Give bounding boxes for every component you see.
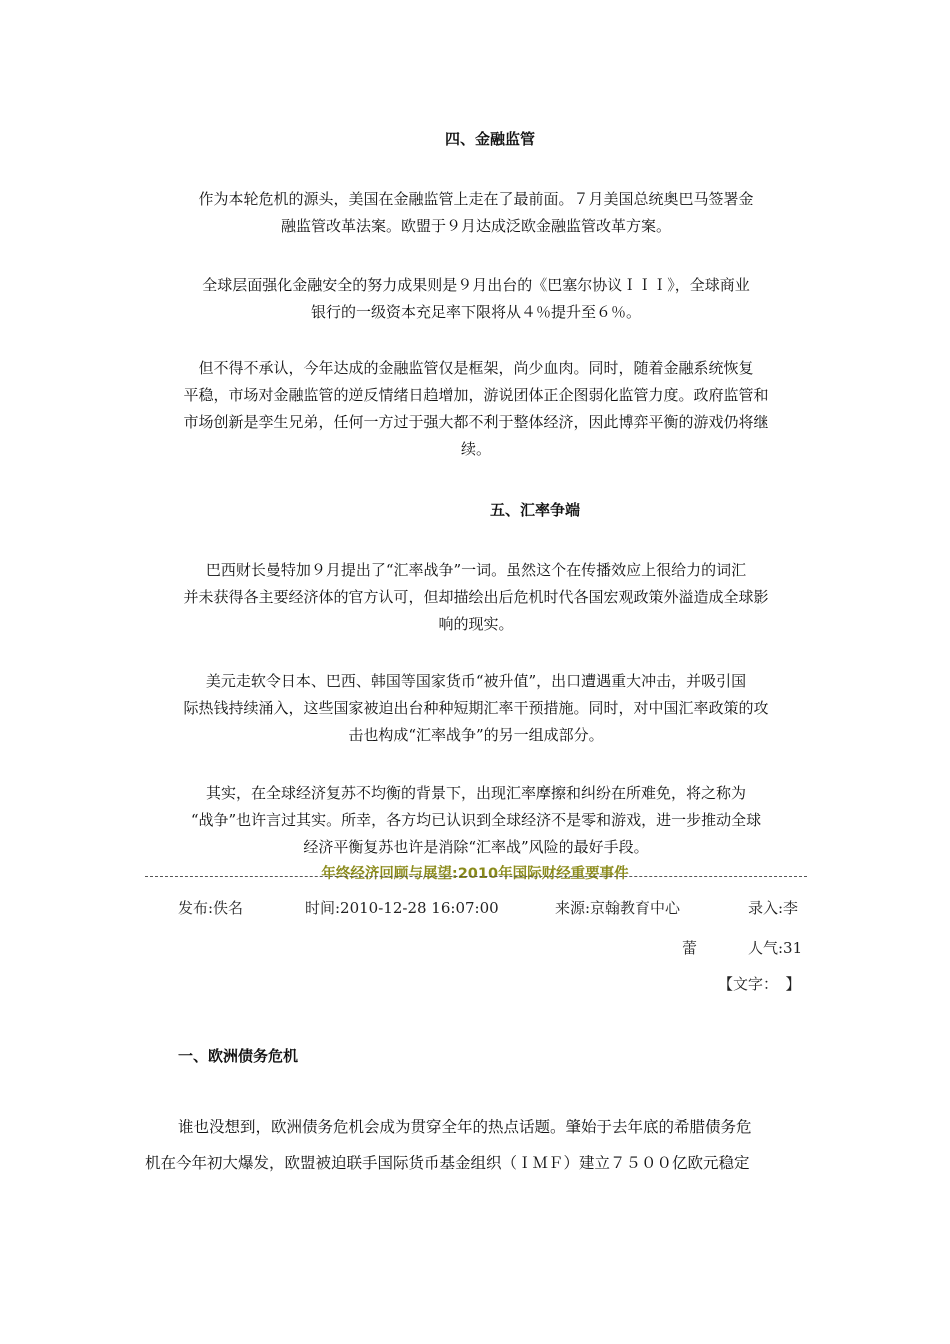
text-line: 击也构成“汇率战争”的另一组成部分。 (348, 726, 604, 744)
text-line: 经济平衡复苏也许是消除“汇率战”风险的最好手段。 (303, 838, 649, 856)
section-heading-financial-regulation: 四、金融监管 (445, 130, 536, 148)
paragraph (145, 1109, 807, 1181)
paragraph (145, 557, 807, 638)
meta-entry: 录入:李 (748, 899, 799, 917)
text-line: 市场创新是孪生兄弟，任何一方过于强大都不利于整体经济，因此博弈平衡的游戏仍将继 (183, 413, 769, 431)
paragraph (145, 355, 807, 463)
text-line: 其实，在全球经济复苏不均衡的背景下，出现汇率摩擦和纠纷在所难免，将之称为 (205, 784, 746, 802)
text-line: 际热钱持续涌入，这些国家被迫出台种种短期汇率干预措施。同时，对中国汇率政策的攻 (183, 699, 769, 717)
text-line: 机在今年初大爆发，欧盟被迫联手国际货币基金组织（ＩＭＦ）建立７５００亿欧元稳定 (145, 1154, 750, 1172)
text-line: “战争”也许言过其实。所幸，各方均已认识到全球经济不是零和游戏，进一步推动全球 (190, 811, 762, 829)
section-heading-euro-debt-crisis: 一、欧洲债务危机 (178, 1047, 299, 1065)
text-line: 平稳，市场对金融监管的逆反情绪日趋增加，游说团体正企图弱化监管力度。政府监管和 (183, 386, 769, 404)
meta-source: 来源:京翰教育中心 (555, 899, 681, 917)
dashed-divider (145, 876, 807, 877)
paragraph (145, 186, 807, 240)
text-line: 谁也没想到，欧洲债务危机会成为贯穿全年的热点话题。肇始于去年底的希腊债务危 (178, 1118, 752, 1136)
text-line: 续。 (460, 440, 491, 458)
paragraph (145, 780, 807, 861)
meta-views: 人气:31 (748, 939, 803, 957)
text-line: 全球层面强化金融安全的努力成果则是９月出台的《巴塞尔协议ＩＩＩ》，全球商业 (202, 276, 750, 294)
font-size-label[interactable]: 【文字： 】 (718, 975, 801, 993)
text-line: 响的现实。 (438, 615, 514, 633)
text-line: 美元走软令日本、巴西、韩国等国家货币“被升值”，出口遭遇重大冲击，并吸引国 (205, 672, 747, 690)
text-line: 银行的一级资本充足率下限将从４％提升至６％。 (310, 303, 641, 321)
text-line: 作为本轮危机的源头，美国在金融监管上走在了最前面。７月美国总统奥巴马签署金 (198, 190, 754, 208)
meta-publisher: 发布:佚名 (178, 899, 244, 917)
article-title: 年终经济回顾与展望:2010年国际财经重要事件 (321, 866, 629, 882)
paragraph (145, 668, 807, 749)
text-line: 融监管改革法案。欧盟于９月达成泛欧金融监管改革方案。 (280, 217, 671, 235)
text-line: 但不得不承认，今年达成的金融监管仅是框架，尚少血肉。同时，随着金融系统恢复 (198, 359, 754, 377)
meta-entry-continued: 蕾 (682, 939, 698, 957)
text-line: 巴西财长曼特加９月提出了“汇率战争”一词。虽然这个在传播效应上很给力的词汇 (205, 561, 747, 579)
paragraph (145, 272, 807, 326)
meta-time: 时间:2010-12-28 16:07:00 (305, 899, 499, 917)
text-line: 并未获得各主要经济体的官方认可，但却描绘出后危机时代各国宏观政策外溢造成全球影 (183, 588, 769, 606)
section-heading-exchange-rate-dispute: 五、汇率争端 (490, 501, 581, 519)
